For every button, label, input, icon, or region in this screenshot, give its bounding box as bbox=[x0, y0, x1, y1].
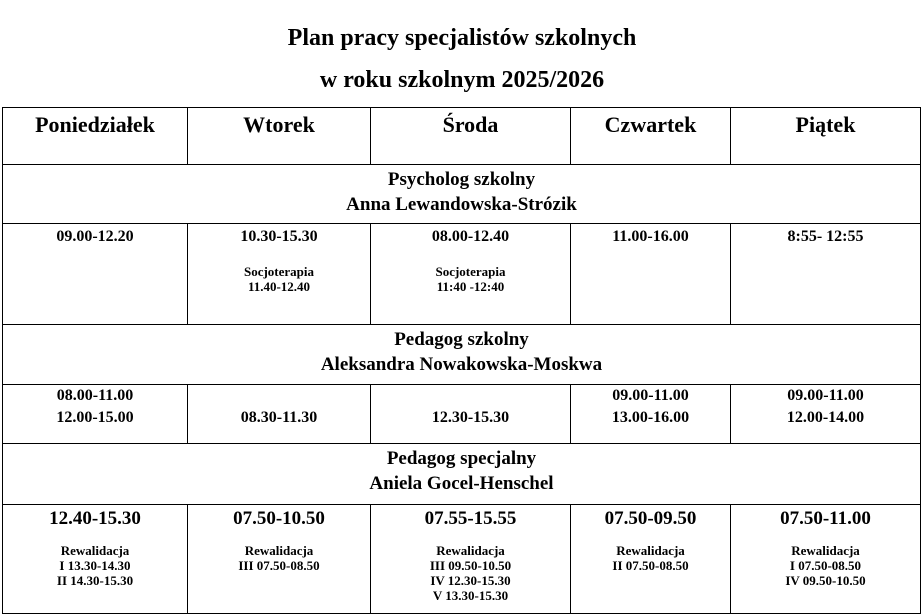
cell-tuesday bbox=[188, 385, 371, 444]
activity-detail: V 13.30-15.30 bbox=[432, 588, 509, 603]
activity-detail: I 13.30-14.30 bbox=[59, 558, 131, 573]
activity-name: Rewalidacja bbox=[791, 543, 860, 558]
cell-thursday bbox=[571, 224, 731, 325]
cell-tuesday bbox=[188, 505, 371, 614]
page-title: Plan pracy specjalistów szkolnych bbox=[287, 25, 637, 51]
activity-name: Rewalidacja bbox=[436, 543, 505, 558]
time-range: 12.40-15.30 bbox=[49, 508, 141, 529]
section-person: Aleksandra Nowakowska-Moskwa bbox=[320, 354, 603, 375]
time-range: 09.00-11.00 bbox=[612, 387, 689, 404]
time-range: 09.00-11.00 bbox=[787, 387, 864, 404]
day-header-tuesday: Wtorek bbox=[188, 108, 371, 165]
section-role: Psycholog szkolny bbox=[387, 169, 536, 190]
cell-tuesday bbox=[188, 224, 371, 325]
section-person: Anna Lewandowska-Strózik bbox=[346, 194, 577, 215]
time-range: 09.00-12.20 bbox=[56, 228, 134, 245]
time-range: 13.00-16.00 bbox=[611, 409, 690, 426]
time-range: 8:55- 12:55 bbox=[787, 228, 864, 245]
time-range: 08.00-12.40 bbox=[431, 228, 510, 245]
cell-thursday bbox=[571, 505, 731, 614]
cell-friday bbox=[731, 505, 921, 614]
time-range: 12.30-15.30 bbox=[431, 409, 510, 426]
activity-name: Rewalidacja bbox=[244, 543, 314, 558]
activity-name: Rewalidacja bbox=[60, 543, 130, 558]
activity-detail: II 07.50-08.50 bbox=[612, 558, 689, 573]
section-person: Aniela Gocel-Henschel bbox=[369, 473, 554, 494]
activity-detail: IV 12.30-15.30 bbox=[430, 573, 511, 588]
time-range: 12.00-14.00 bbox=[786, 409, 865, 426]
page-subtitle: w roku szkolnym 2025/2026 bbox=[319, 67, 605, 93]
activity-detail: II 14.30-15.30 bbox=[56, 573, 134, 588]
cell-friday bbox=[731, 224, 921, 325]
time-range: 12.00-15.00 bbox=[56, 409, 134, 426]
section-header-psychologist bbox=[3, 165, 921, 224]
section-header-special-pedagogue bbox=[3, 444, 921, 505]
day-header-thursday: Czwartek bbox=[571, 108, 731, 165]
section-role: Pedagog szkolny bbox=[394, 329, 529, 350]
day-header-row bbox=[3, 108, 921, 165]
cell-wednesday bbox=[371, 224, 571, 325]
activity-detail: III 07.50-08.50 bbox=[238, 558, 320, 573]
activity-name: Socjoterapia bbox=[243, 264, 315, 279]
schedule-row-school-pedagogue bbox=[3, 385, 921, 444]
cell-monday bbox=[3, 505, 188, 614]
time-range: 08.30-11.30 bbox=[240, 409, 318, 426]
time-range: 07.50-11.00 bbox=[780, 508, 871, 529]
cell-thursday bbox=[571, 385, 731, 444]
time-range: 07.50-10.50 bbox=[233, 508, 325, 529]
section-header-school-pedagogue bbox=[3, 325, 921, 385]
schedule-row-psychologist bbox=[3, 224, 921, 325]
activity-detail: I 07.50-08.50 bbox=[789, 558, 862, 573]
activity-time: 11:40 -12:40 bbox=[436, 279, 505, 294]
activity-detail: IV 09.50-10.50 bbox=[785, 573, 866, 588]
time-range: 08.00-11.00 bbox=[56, 387, 134, 404]
day-header-wednesday: Środa bbox=[371, 108, 571, 165]
day-header-monday: Poniedziałek bbox=[3, 108, 188, 165]
activity-time: 11.40-12.40 bbox=[247, 279, 311, 294]
day-header-friday: Piątek bbox=[731, 108, 921, 165]
cell-wednesday bbox=[371, 505, 571, 614]
activity-name: Rewalidacja bbox=[616, 543, 685, 558]
activity-name: Socjoterapia bbox=[435, 264, 506, 279]
schedule-row-special-pedagogue bbox=[3, 505, 921, 614]
time-range: 07.50-09.50 bbox=[604, 508, 697, 529]
cell-monday bbox=[3, 385, 188, 444]
cell-friday bbox=[731, 385, 921, 444]
time-range: 10.30-15.30 bbox=[240, 228, 318, 245]
cell-monday bbox=[3, 224, 188, 325]
time-range: 11.00-16.00 bbox=[612, 228, 689, 245]
section-role: Pedagog specjalny bbox=[386, 448, 537, 469]
schedule-table bbox=[2, 107, 921, 614]
time-range: 07.55-15.55 bbox=[424, 508, 517, 529]
cell-wednesday bbox=[371, 385, 571, 444]
activity-detail: III 09.50-10.50 bbox=[429, 558, 512, 573]
